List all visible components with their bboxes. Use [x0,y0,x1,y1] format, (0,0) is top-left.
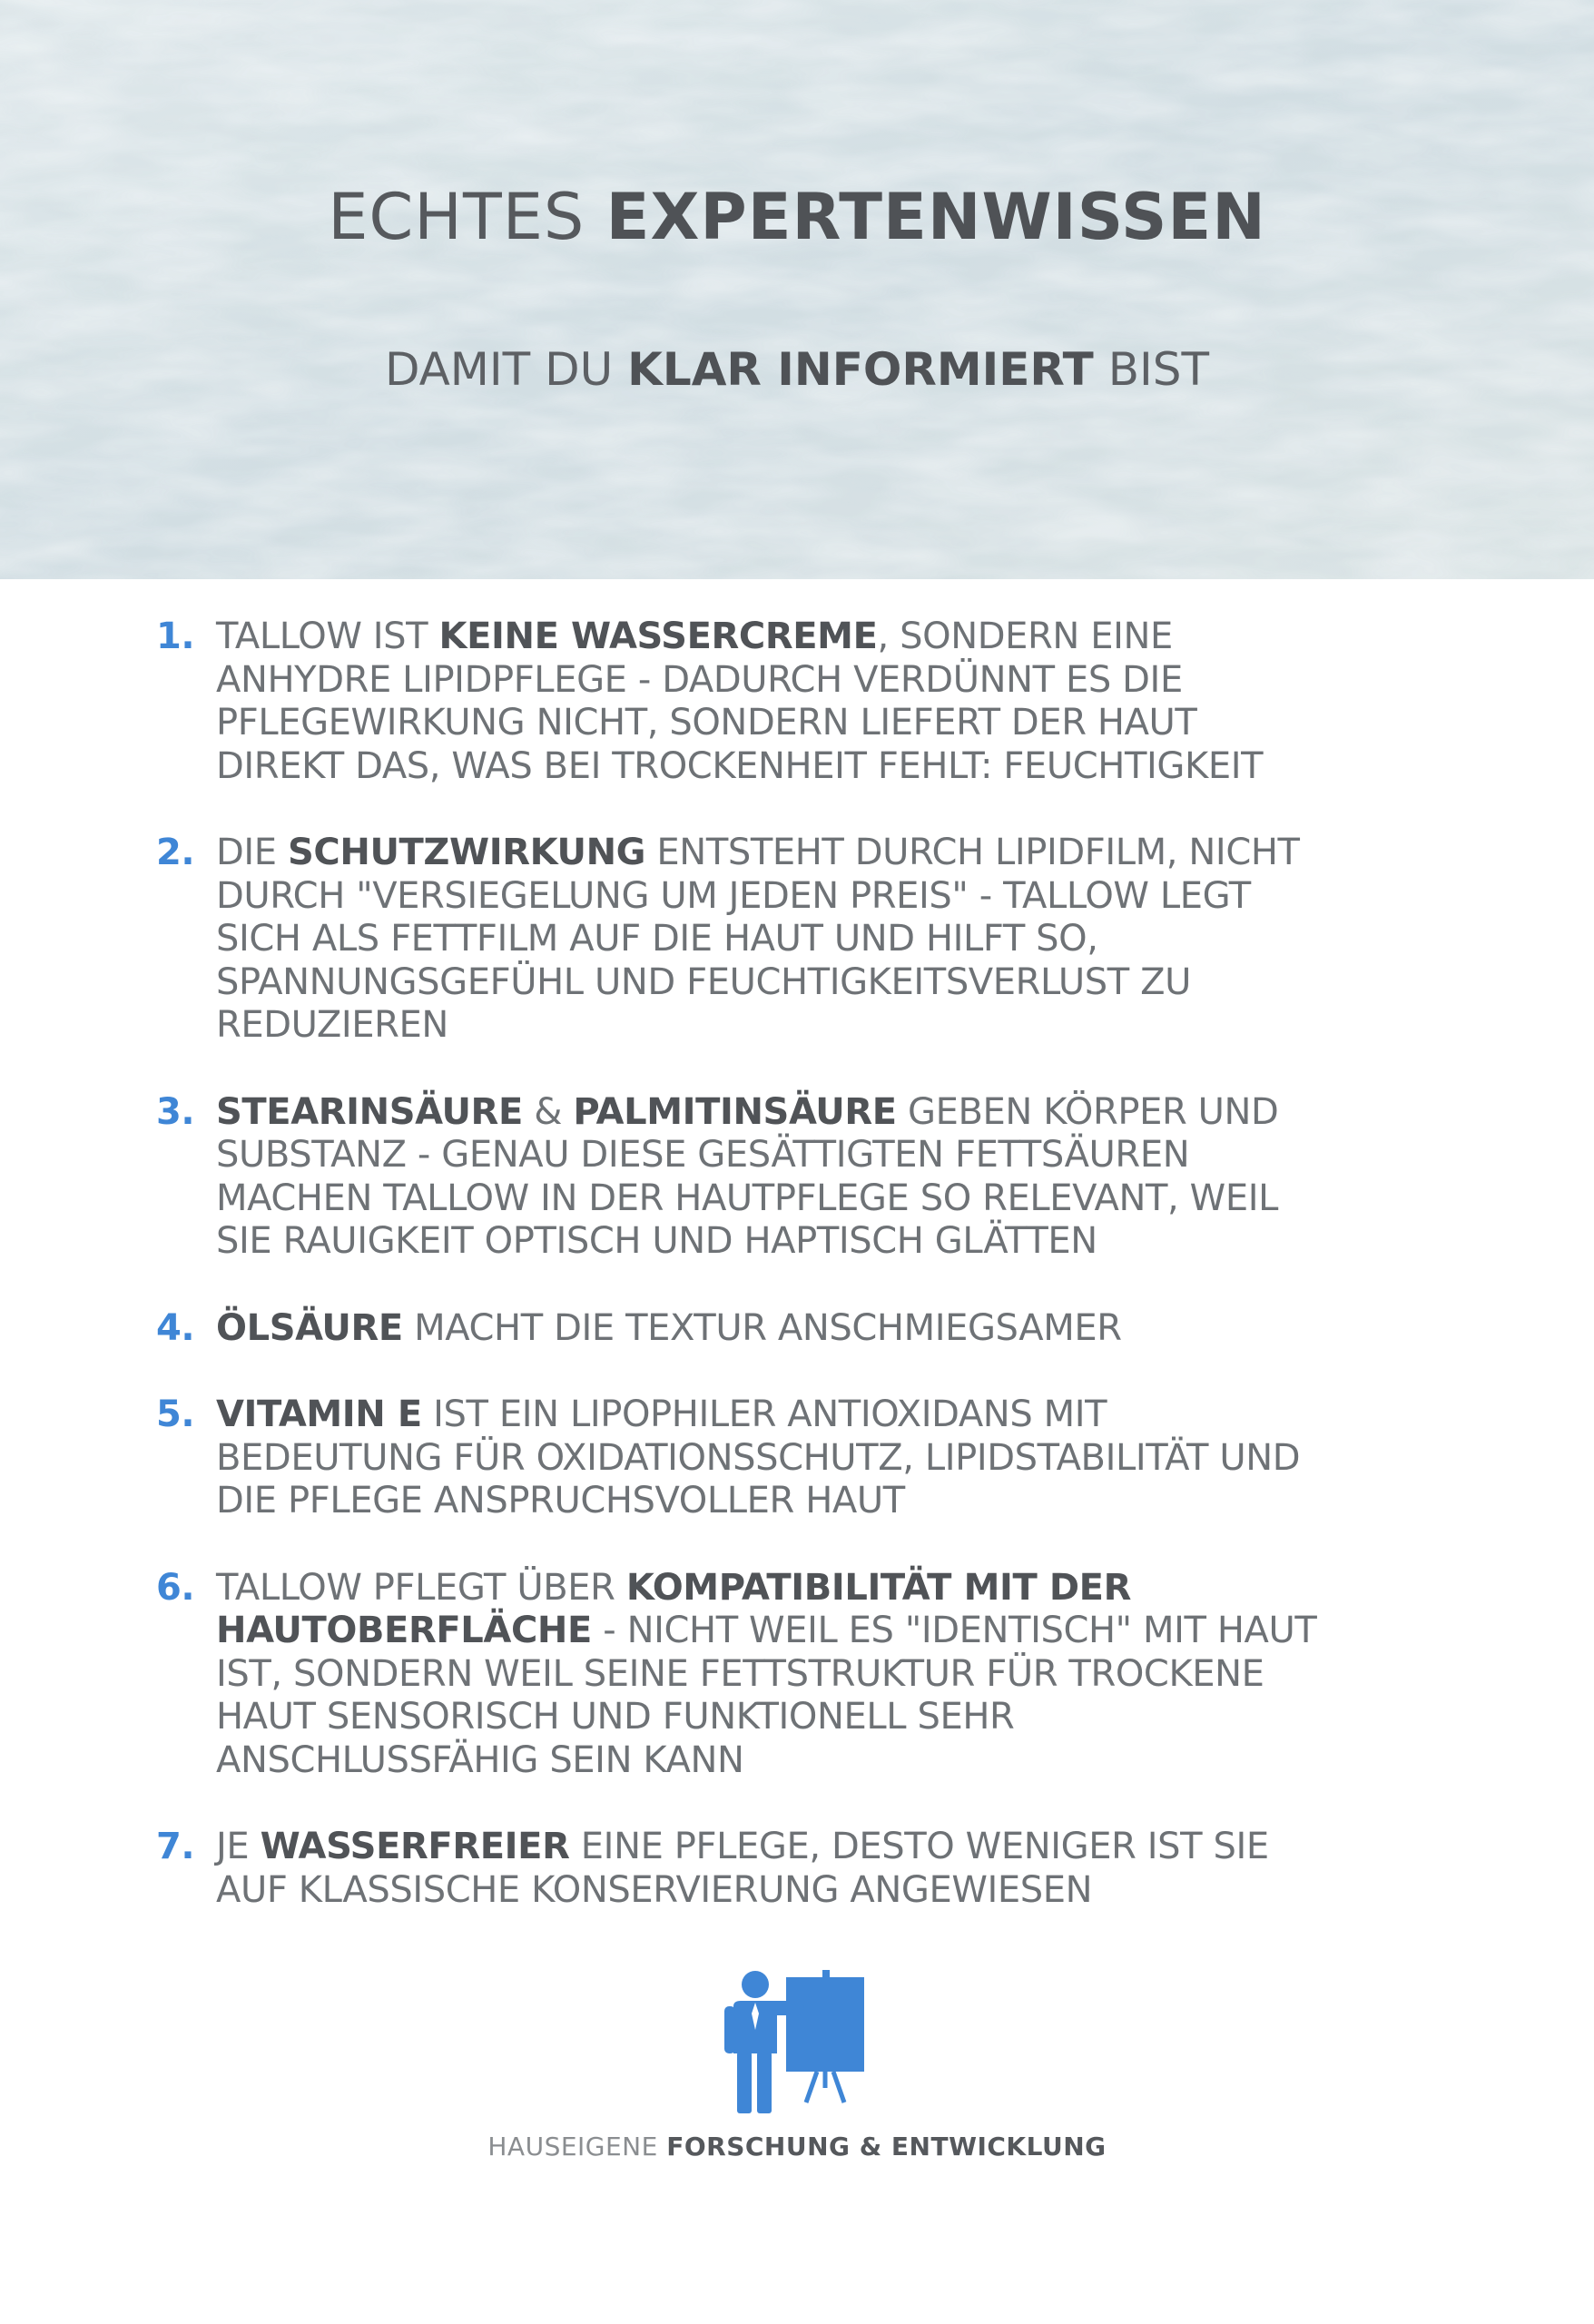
footer-text-bold: FORSCHUNG & ENTWICKLUNG [666,2132,1107,2162]
presenter-board-icon [721,1970,873,2115]
item-text-segment: - NICHT WEIL ES "IDENTISCH" MIT HAUT [591,1610,1317,1651]
item-number: 4. [156,1306,195,1349]
item-text-segment: DIREKT DAS, WAS BEI TROCKENHEIT FEHLT: FEUCHTIGKEIT [216,744,1264,787]
item-text-segment: SICH ALS FETTFILM AUF DIE HAUT UND HILFT SO, [216,918,1098,960]
fact-list [156,615,1463,1912]
title-light: ECHTES [328,180,606,254]
item-text-segment: SUBSTANZ - GENAU DIESE GESÄTTIGTEN FETTSÄUREN [216,1134,1190,1176]
item-text-bold: WASSERFREIER [260,1826,570,1867]
item-text-bold: HAUTOBERFLÄCHE [216,1610,592,1651]
item-text [216,832,1300,1046]
subtitle-bold: KLAR INFORMIERT [627,343,1094,396]
item-text-segment: ANHYDRE LIPIDPFLEGE - DADURCH VERDÜNNT ES DIE [216,658,1183,701]
item-text-segment: & [522,1090,574,1133]
item-text-segment: HAUT SENSORISCH UND FUNKTIONELL SEHR [216,1696,1015,1738]
item-text-segment: GEBEN KÖRPER UND [896,1090,1279,1133]
item-text-bold: PALMITINSÄURE [573,1090,897,1133]
item-text-segment: IST, SONDERN WEIL SEINE FETTSTRUKTUR FÜR TROCKENE [216,1652,1264,1695]
item-text-segment: TALLOW IST [216,615,439,657]
item-text-bold: KEINE WASSERCREME [438,615,878,657]
subtitle-pre: DAMIT DU [384,343,628,396]
list-item [156,1307,1463,1351]
item-text [216,1393,1300,1521]
item-text-bold: KOMPATIBILITÄT MIT DER [625,1566,1131,1609]
item-text-segment: DURCH "VERSIEGELUNG UM JEDEN PREIS" - TALLOW LEGT [216,874,1251,917]
header-banner [0,0,1594,579]
item-text-segment: ANSCHLUSSFÄHIG SEIN KANN [216,1738,744,1781]
water-texture-background [0,0,1594,579]
footer-text-light: HAUSEIGENE [487,2132,667,2162]
item-text-segment: DIE [216,832,288,873]
item-text-segment: JE [216,1826,261,1867]
item-number: 3. [156,1090,195,1133]
list-item [156,615,1463,788]
item-text-segment: ENTSTEHT DURCH LIPIDFILM, NICHT [645,832,1300,873]
item-text-segment: DIE PFLEGE ANSPRUCHSVOLLER HAUT [216,1480,905,1521]
item-number: 6. [156,1566,195,1609]
item-text [216,1826,1269,1911]
page-subtitle [0,343,1594,396]
item-text-segment: BEDEUTUNG FÜR OXIDATIONSSCHUTZ, LIPIDSTABILITÄT UND [216,1436,1301,1479]
title-bold: EXPERTENWISSEN [605,180,1266,254]
subtitle-post: BIST [1093,343,1210,396]
item-text-bold: SCHUTZWIRKUNG [288,832,646,873]
item-text-segment: , SONDERN EINE [877,615,1173,657]
list-item [156,1091,1463,1264]
list-item [156,1567,1463,1783]
item-number: 7. [156,1826,195,1867]
item-text-segment: AUF KLASSISCHE KONSERVIERUNG ANGEWIESEN [216,1868,1093,1911]
item-text-segment: MACHT DIE TEXTUR ANSCHMIEGSAMER [402,1306,1122,1349]
item-number: 1. [156,615,195,657]
item-number: 2. [156,832,195,873]
item-number: 5. [156,1393,195,1435]
item-text [216,1091,1278,1263]
item-text-bold: ÖLSÄURE [216,1306,403,1349]
item-text-segment: TALLOW PFLEGT ÜBER [216,1566,626,1609]
item-text-segment: SPANNUNGSGEFÜHL UND FEUCHTIGKEITSVERLUST ZU [216,960,1192,1003]
item-text-segment: PFLEGEWIRKUNG NICHT, SONDERN LIEFERT DER HAUT [216,702,1197,743]
footer-caption [0,2132,1594,2162]
page-title [0,180,1594,254]
list-item [156,1826,1463,1912]
item-text-segment: SIE RAUIGKEIT OPTISCH UND HAPTISCH GLÄTTEN [216,1220,1097,1262]
item-text [216,1307,1122,1349]
item-text-segment: EINE PFLEGE, DESTO WENIGER IST SIE [569,1826,1269,1867]
item-text-segment: IST EIN LIPOPHILER ANTIOXIDANS MIT [421,1393,1107,1435]
item-text [216,1567,1316,1781]
list-item [156,1393,1463,1523]
item-text [216,615,1263,787]
item-text-segment: REDUZIEREN [216,1004,448,1046]
item-text-bold: STEARINSÄURE [216,1090,523,1133]
list-item [156,832,1463,1048]
item-text-bold: VITAMIN E [216,1393,422,1435]
item-text-segment: MACHEN TALLOW IN DER HAUTPFLEGE SO RELEVANT, WEIL [216,1177,1278,1219]
